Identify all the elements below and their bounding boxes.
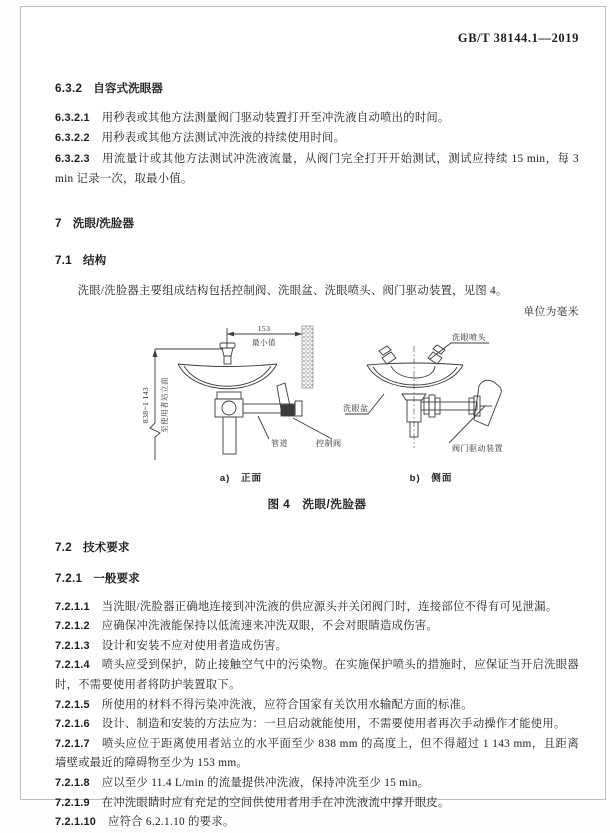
figure-unit-note: 单位为毫米: [523, 306, 579, 318]
side-view-drawing: [345, 343, 501, 448]
section-number: 7.2.1: [55, 571, 83, 585]
clause: [55, 617, 579, 637]
label-spray-head: 洗眼喷头: [452, 332, 486, 342]
side-spray-heads: [379, 345, 445, 378]
clause: [55, 735, 579, 774]
clause-text: 设计和安装不应对使用者造成伤害。: [101, 639, 288, 652]
clause-text: 当洗眼/洗脸器正确地连接到冲洗液的供应源头并关闭阀门时，连接部位不得有可见泄漏。: [101, 600, 558, 613]
section-number: 7.2: [55, 540, 73, 554]
section-heading-7-2-1: [55, 570, 579, 586]
paragraph-7-1: 洗眼/洗脸器主要组成结构包括控制阀、洗眼盆、洗眼喷头、阀门驱动装置，见图 4。: [77, 284, 508, 297]
section-number: 7.1: [55, 253, 73, 267]
clause-number: 7.2.1.2: [55, 620, 90, 633]
clause-text: 应以至少 11.4 L/min 的流量提供冲洗液，保持冲洗至少 15 min。: [101, 776, 430, 789]
label-control-valve: 控制阀: [316, 438, 342, 448]
page-content: [21, 29, 605, 833]
section-number: 7: [55, 216, 62, 230]
leader-control-valve: [293, 418, 332, 439]
figure-caption: 图 4 洗眼/洗脸器: [267, 497, 367, 511]
dim-153-note: 最小值: [252, 337, 276, 347]
dim-height-value: 838~1 143: [141, 386, 150, 423]
section-title: 技术要求: [83, 540, 130, 554]
clause-number: 7.2.1.5: [55, 698, 90, 711]
section-heading-7-2: [55, 539, 579, 555]
clause-number: 7.2.1.4: [55, 659, 90, 672]
clause-number: 7.2.1.1: [55, 600, 90, 613]
section-title: 一般要求: [93, 571, 140, 585]
clause-text: 喷头应位于距离使用者站立的水平面至少 838 mm 的高度上，但不得超过 1 143 mm，且距离墙壁或最近的障碍物至少为 153 mm。: [55, 737, 579, 770]
clause-list-7-2-1: [55, 598, 579, 833]
clause-number: 7.2.1.7: [55, 737, 90, 750]
document-page: [20, 6, 606, 829]
clause: [55, 598, 579, 618]
label-valve-driver: 阀门驱动装置: [452, 443, 503, 453]
front-basin: [178, 364, 277, 389]
clause-text: 应符合 6.2.1.10 的要求。: [107, 816, 235, 829]
clause-number: 6.3.2.2: [55, 132, 90, 145]
clause: [55, 813, 579, 833]
dim-153-value: 153: [257, 323, 271, 333]
clause: [55, 774, 579, 794]
clause-text: 设计、制造和安装的方法应为：一旦启动就能使用，不需要使用者再次手动操作才能使用。: [101, 718, 566, 731]
clause: [55, 696, 579, 716]
clause-number: 6.3.2.1: [55, 112, 90, 124]
side-basin: [367, 363, 463, 388]
clause-number: 6.3.2.3: [55, 152, 90, 165]
clause-number: 7.2.1.3: [55, 639, 90, 652]
clause-list-6-3-2: [55, 108, 579, 190]
front-spray-head: [220, 343, 235, 364]
leader-valve-driver: [449, 406, 485, 443]
leader-pipe: [258, 416, 269, 439]
front-control-valve: [277, 383, 294, 416]
page-header: [55, 29, 579, 47]
clause: [55, 715, 579, 735]
clause: [55, 656, 579, 695]
clause-text: 喷头应受到保护，防止接触空气中的污染物。在实施保护喷头的措施时，应保证当开启洗眼器时，不需要使用者将防护装置取下。: [55, 659, 579, 691]
wall-hatch: [302, 326, 313, 388]
clause-text: 用秒表或其他方法测量阀门驱动装置打开至冲洗液自动喷出的时间。: [101, 112, 450, 124]
valve-driver-paddle: [474, 380, 501, 426]
clause: [55, 637, 579, 657]
section-title: 自容式洗眼器: [93, 82, 163, 95]
figure-4-drawing: [55, 320, 580, 488]
clause-text: 所使用的材料不得污染冲洗液，应符合国家有关饮用水输配方面的标准。: [101, 698, 473, 711]
dim-height-note: 至使用者站立面: [160, 376, 169, 433]
section-heading-7: [55, 215, 579, 231]
label-pipe: 管道: [271, 438, 288, 448]
section-number: 6.3.2: [55, 82, 83, 95]
section-heading-7-1: [55, 252, 579, 268]
label-basin: 洗眼盆: [343, 403, 369, 413]
clause-number: 7.2.1.6: [55, 718, 90, 731]
figure-4: [55, 320, 579, 488]
clause-text: 在冲洗眼睛时应有充足的空间供使用者用手在冲洗液流中撑开眼皮。: [101, 796, 450, 809]
clause-text: 应确保冲洗液能保持以低流速来冲洗双眼，不会对眼睛造成伤害。: [101, 620, 439, 633]
section-title: 结构: [83, 253, 107, 267]
clause-number: 7.2.1.9: [55, 796, 90, 809]
clause-text: 用秒表或其他方法测试冲洗液的持续使用时间。: [101, 132, 346, 145]
clause: [55, 128, 579, 148]
leader-spray-head: [430, 343, 489, 359]
caption-side-view: b) 侧面: [409, 472, 453, 484]
side-valve-pipe: [421, 395, 492, 417]
caption-front-view: a) 正面: [219, 472, 263, 484]
clause: [55, 149, 579, 190]
clause-number: 7.2.1.10: [55, 816, 96, 829]
section-title: 洗眼/洗脸器: [72, 216, 134, 230]
clause-number: 7.2.1.8: [55, 776, 90, 789]
clause: [55, 794, 579, 814]
front-view-drawing: [150, 323, 332, 460]
section-heading-6-3-2: [55, 80, 579, 96]
clause-text: 用流量计或其他方法测试冲洗液流量，从阀门完全打开开始测试，测试应持续 15 min，每 3 min 记录一次，取最小值。: [55, 152, 579, 186]
clause: [55, 108, 579, 128]
standard-code: GB/T 38144.1—2019: [457, 31, 579, 45]
